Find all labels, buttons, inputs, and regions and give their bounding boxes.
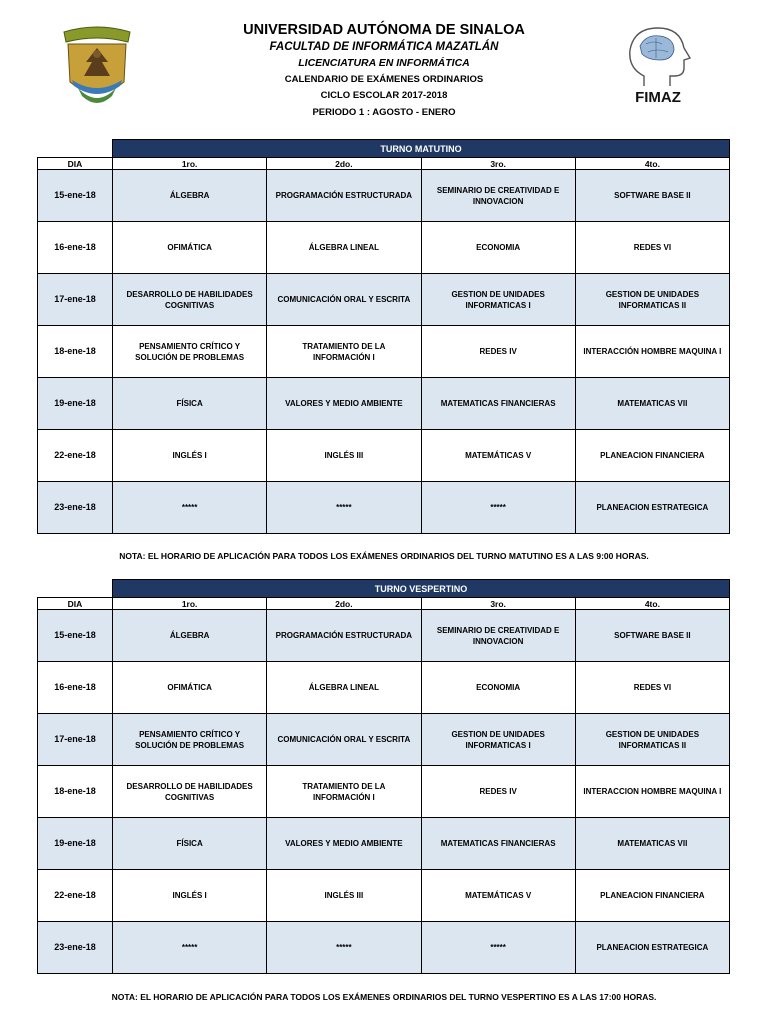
exam-cell: SOFTWARE BASE II: [575, 170, 729, 222]
nota-vespertino: NOTA: EL HORARIO DE APLICACIÓN PARA TODOS LOS EXÁMENES ORDINARIOS DEL TURNO VESPERTINO ES A LAS 17:00 HORAS.: [111, 992, 657, 1002]
exam-cell: PLANEACION FINANCIERA: [575, 870, 729, 922]
nota-matutino: NOTA: EL HORARIO DE APLICACIÓN PARA TODOS LOS EXÁMENES ORDINARIOS DEL TURNO MATUTINO ES A LAS 9:00 HORAS.: [119, 551, 649, 561]
date-cell: 17-ene-18: [38, 274, 113, 326]
matutino-section: [37, 139, 730, 534]
date-cell: 22-ene-18: [38, 430, 113, 482]
exam-cell: *****: [421, 922, 575, 974]
exam-cell: INGLÉS III: [267, 870, 421, 922]
exam-cell: COMUNICACIÓN ORAL Y ESCRITA: [267, 714, 421, 766]
exam-cell: PROGRAMACIÓN ESTRUCTURADA: [267, 610, 421, 662]
exam-cell: MATEMÁTICAS V: [421, 870, 575, 922]
date-cell: 19-ene-18: [38, 378, 113, 430]
exam-cell: DESARROLLO DE HABILIDADES COGNITIVAS: [113, 274, 267, 326]
exam-cell: TRATAMIENTO DE LA INFORMACIÓN I: [267, 766, 421, 818]
exam-cell: REDES VI: [575, 662, 729, 714]
exam-cell: PENSAMIENTO CRÍTICO Y SOLUCIÓN DE PROBLEMAS: [113, 326, 267, 378]
date-cell: 23-ene-18: [38, 922, 113, 974]
exam-cell: MATEMATICAS FINANCIERAS: [421, 378, 575, 430]
table-row: [38, 482, 730, 534]
date-cell: 16-ene-18: [38, 662, 113, 714]
matutino-table: [37, 157, 730, 534]
table-row: [38, 222, 730, 274]
exam-cell: INTERACCIÓN HOMBRE MAQUINA I: [575, 326, 729, 378]
date-cell: 19-ene-18: [38, 818, 113, 870]
exam-cell: COMUNICACIÓN ORAL Y ESCRITA: [267, 274, 421, 326]
col-header-3ro: 3ro.: [421, 158, 575, 170]
exam-cell: ÁLGEBRA LINEAL: [267, 222, 421, 274]
exam-cell: FÍSICA: [113, 378, 267, 430]
turno-matutino-title: TURNO MATUTINO: [112, 139, 730, 157]
turno-vespertino-title: TURNO VESPERTINO: [112, 579, 730, 597]
col-header-4to: 4to.: [575, 598, 729, 610]
col-header-2do: 2do.: [267, 598, 421, 610]
table-row: [38, 922, 730, 974]
date-cell: 15-ene-18: [38, 610, 113, 662]
table-header-row: [38, 598, 730, 610]
date-cell: 15-ene-18: [38, 170, 113, 222]
exam-cell: TRATAMIENTO DE LA INFORMACIÓN I: [267, 326, 421, 378]
exam-cell: VALORES Y MEDIO AMBIENTE: [267, 818, 421, 870]
date-cell: 16-ene-18: [38, 222, 113, 274]
table-row: [38, 662, 730, 714]
exam-cell: PLANEACION FINANCIERA: [575, 430, 729, 482]
col-header-1ro: 1ro.: [113, 598, 267, 610]
col-header-4to: 4to.: [575, 158, 729, 170]
exam-cell: SEMINARIO DE CREATIVIDAD E INNOVACION: [421, 610, 575, 662]
col-header-2do: 2do.: [267, 158, 421, 170]
exam-cell: *****: [421, 482, 575, 534]
exam-cell: REDES IV: [421, 326, 575, 378]
exam-cell: *****: [113, 922, 267, 974]
exam-cell: INGLÉS III: [267, 430, 421, 482]
exam-cell: REDES VI: [575, 222, 729, 274]
exam-cell: *****: [267, 482, 421, 534]
exam-cell: REDES IV: [421, 766, 575, 818]
table-row: [38, 818, 730, 870]
date-cell: 18-ene-18: [38, 326, 113, 378]
head-brain-icon: [616, 22, 700, 106]
exam-cell: GESTION DE UNIDADES INFORMATICAS II: [575, 274, 729, 326]
exam-cell: SEMINARIO DE CREATIVIDAD E INNOVACION: [421, 170, 575, 222]
exam-cell: ÁLGEBRA: [113, 610, 267, 662]
exam-cell: MATEMÁTICAS V: [421, 430, 575, 482]
exam-cell: VALORES Y MEDIO AMBIENTE: [267, 378, 421, 430]
university-crest-icon: [58, 24, 136, 110]
exam-cell: SOFTWARE BASE II: [575, 610, 729, 662]
vespertino-section: [37, 579, 730, 974]
exam-cell: FÍSICA: [113, 818, 267, 870]
exam-cell: PLANEACION ESTRATEGICA: [575, 922, 729, 974]
exam-cell: ÁLGEBRA LINEAL: [267, 662, 421, 714]
exam-cell: PLANEACION ESTRATEGICA: [575, 482, 729, 534]
table-header-row: [38, 158, 730, 170]
exam-cell: GESTION DE UNIDADES INFORMATICAS II: [575, 714, 729, 766]
exam-cell: GESTION DE UNIDADES INFORMATICAS I: [421, 274, 575, 326]
table-row: [38, 326, 730, 378]
date-cell: 17-ene-18: [38, 714, 113, 766]
table-row: [38, 430, 730, 482]
university-name: UNIVERSIDAD AUTÓNOMA DE SINALOA: [243, 22, 525, 38]
col-header-dia: DIA: [38, 158, 113, 170]
vespertino-table: [37, 597, 730, 974]
exam-cell: MATEMATICAS VII: [575, 818, 729, 870]
date-cell: 23-ene-18: [38, 482, 113, 534]
table-row: [38, 870, 730, 922]
school-year: CICLO ESCOLAR 2017-2018: [320, 90, 448, 101]
table-row: [38, 610, 730, 662]
exam-cell: OFIMÁTICA: [113, 222, 267, 274]
calendar-title: CALENDARIO DE EXÁMENES ORDINARIOS: [284, 73, 484, 85]
exam-cell: ÁLGEBRA: [113, 170, 267, 222]
exam-cell: OFIMÁTICA: [113, 662, 267, 714]
period: PERIODO 1 : AGOSTO - ENERO: [312, 106, 456, 118]
col-header-1ro: 1ro.: [113, 158, 267, 170]
exam-cell: PENSAMIENTO CRÍTICO Y SOLUCIÓN DE PROBLEMAS: [113, 714, 267, 766]
col-header-dia: DIA: [38, 598, 113, 610]
table-row: [38, 274, 730, 326]
table-row: [38, 714, 730, 766]
col-header-3ro: 3ro.: [421, 598, 575, 610]
exam-cell: *****: [113, 482, 267, 534]
exam-cell: MATEMATICAS FINANCIERAS: [421, 818, 575, 870]
exam-cell: GESTION DE UNIDADES INFORMATICAS I: [421, 714, 575, 766]
exam-cell: INTERACCION HOMBRE MAQUINA I: [575, 766, 729, 818]
exam-cell: PROGRAMACIÓN ESTRUCTURADA: [267, 170, 421, 222]
page-header: [0, 0, 768, 130]
table-row: [38, 766, 730, 818]
exam-cell: ECONOMIA: [421, 222, 575, 274]
exam-cell: INGLÉS I: [113, 430, 267, 482]
exam-cell: *****: [267, 922, 421, 974]
date-cell: 18-ene-18: [38, 766, 113, 818]
table-row: [38, 170, 730, 222]
exam-cell: ECONOMIA: [421, 662, 575, 714]
date-cell: 22-ene-18: [38, 870, 113, 922]
exam-cell: MATEMATICAS VII: [575, 378, 729, 430]
table-row: [38, 378, 730, 430]
svg-text:FIMAZ: FIMAZ: [635, 89, 681, 106]
exam-cell: INGLÉS I: [113, 870, 267, 922]
exam-cell: DESARROLLO DE HABILIDADES COGNITIVAS: [113, 766, 267, 818]
degree-name: LICENCIATURA EN INFORMÁTICA: [298, 57, 470, 69]
faculty-name: FACULTAD DE INFORMÁTICA MAZATLÁN: [269, 40, 499, 53]
